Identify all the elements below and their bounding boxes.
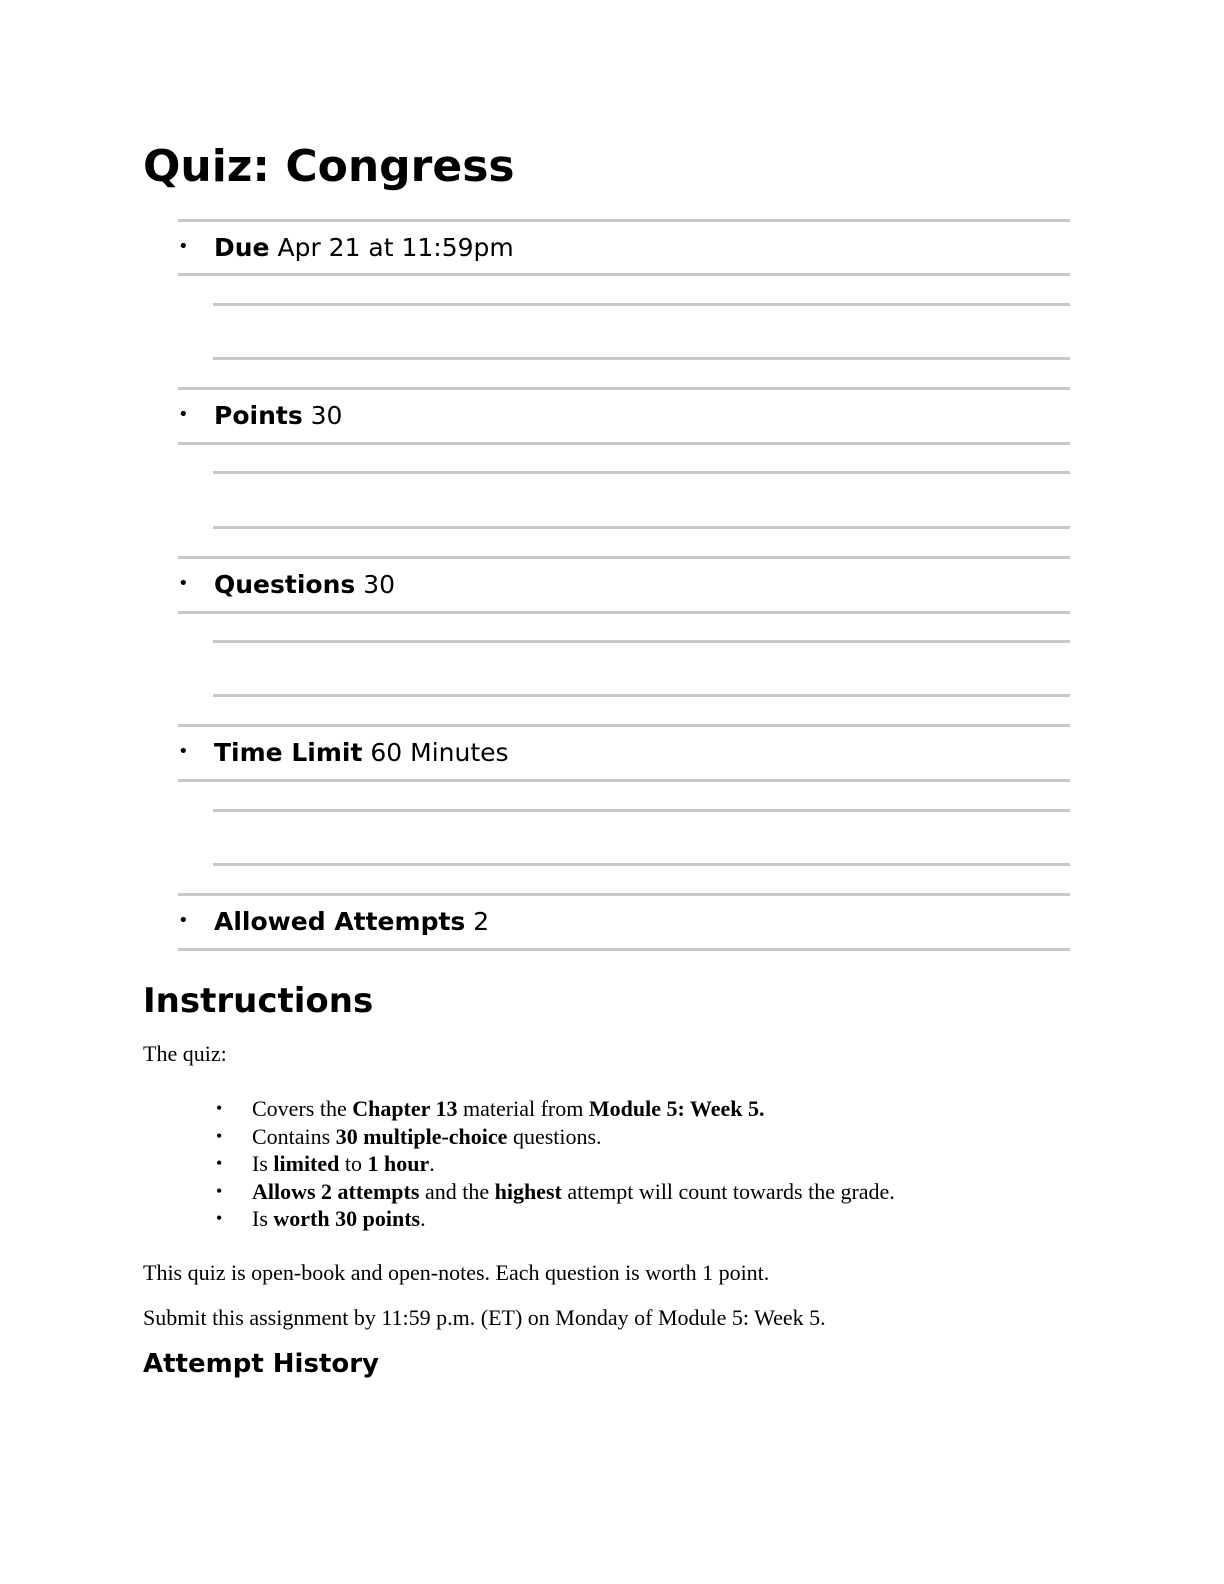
instructions-note: This quiz is open-book and open-notes. Each question is worth 1 point.	[143, 1260, 770, 1285]
item-text: questions.	[507, 1123, 602, 1149]
divider	[213, 809, 1070, 812]
item-text: to	[339, 1151, 368, 1176]
instructions-intro: The quiz:	[143, 1041, 227, 1066]
item-text: Is	[252, 1151, 274, 1176]
divider	[178, 219, 1070, 222]
divider	[178, 387, 1070, 390]
attempt-history-heading: Attempt History	[143, 1349, 380, 1379]
divider	[178, 948, 1070, 951]
item-text: material from	[457, 1096, 589, 1121]
bullet-icon: •	[216, 1098, 223, 1118]
divider	[178, 779, 1070, 782]
detail-due	[178, 232, 514, 265]
detail-value: 2	[473, 907, 490, 936]
detail-questions	[178, 569, 395, 602]
item-bold: highest	[494, 1178, 562, 1204]
item-text: .	[429, 1151, 435, 1176]
bullet-icon: •	[216, 1208, 223, 1228]
detail-label: Allowed Attempts	[214, 907, 466, 936]
detail-value: 60 Minutes	[370, 738, 509, 767]
bullet-icon: •	[178, 404, 189, 425]
item-bold: limited	[273, 1151, 340, 1176]
item-bold: worth 30 points	[273, 1206, 421, 1231]
page-title: Quiz: Congress	[143, 141, 515, 192]
instructions-heading: Instructions	[143, 981, 374, 1021]
item-bold: 30 multiple-choice	[335, 1123, 508, 1149]
bullet-icon: •	[216, 1153, 223, 1173]
item-text: attempt will count towards the grade.	[561, 1178, 895, 1204]
divider	[178, 724, 1070, 727]
item-text: .	[420, 1206, 426, 1231]
divider	[178, 893, 1070, 896]
divider	[178, 611, 1070, 614]
bullet-icon: •	[178, 910, 189, 931]
bullet-icon: •	[178, 236, 189, 257]
instructions-list	[216, 1095, 895, 1233]
item-bold: Chapter 13	[352, 1096, 458, 1121]
divider	[213, 471, 1070, 474]
detail-allowed-attempts	[178, 906, 489, 939]
bullet-icon: •	[178, 573, 189, 594]
divider	[213, 640, 1070, 643]
detail-points	[178, 400, 342, 433]
divider	[178, 556, 1070, 559]
list-item	[216, 1178, 895, 1206]
detail-value: Apr 21 at 11:59pm	[277, 233, 514, 262]
bullet-icon: •	[216, 1180, 223, 1201]
detail-label: Due	[214, 233, 270, 262]
item-bold: Module 5: Week 5.	[588, 1096, 765, 1121]
list-item	[216, 1095, 895, 1123]
divider	[213, 303, 1070, 306]
divider	[213, 526, 1070, 529]
divider	[213, 357, 1070, 360]
detail-label: Questions	[214, 570, 356, 599]
list-item	[216, 1123, 895, 1151]
instructions-submit: Submit this assignment by 11:59 p.m. (ET) on Monday of Module 5: Week 5.	[143, 1305, 826, 1330]
divider	[178, 273, 1070, 276]
item-text: and the	[419, 1178, 495, 1204]
divider	[213, 863, 1070, 866]
bullet-icon: •	[216, 1125, 223, 1146]
item-text: Covers the	[252, 1096, 353, 1121]
item-text: Is	[252, 1206, 274, 1231]
detail-label: Time Limit	[214, 738, 363, 767]
divider	[178, 442, 1070, 445]
detail-value: 30	[310, 401, 343, 430]
detail-label: Points	[214, 401, 303, 430]
list-item	[216, 1205, 895, 1233]
detail-value: 30	[363, 570, 396, 599]
bullet-icon: •	[178, 741, 189, 762]
list-item	[216, 1150, 895, 1178]
item-text: Contains	[252, 1123, 336, 1149]
item-bold: Allows 2 attempts	[252, 1178, 420, 1204]
detail-time-limit	[178, 737, 509, 770]
item-bold: 1 hour	[367, 1151, 430, 1176]
divider	[213, 694, 1070, 697]
